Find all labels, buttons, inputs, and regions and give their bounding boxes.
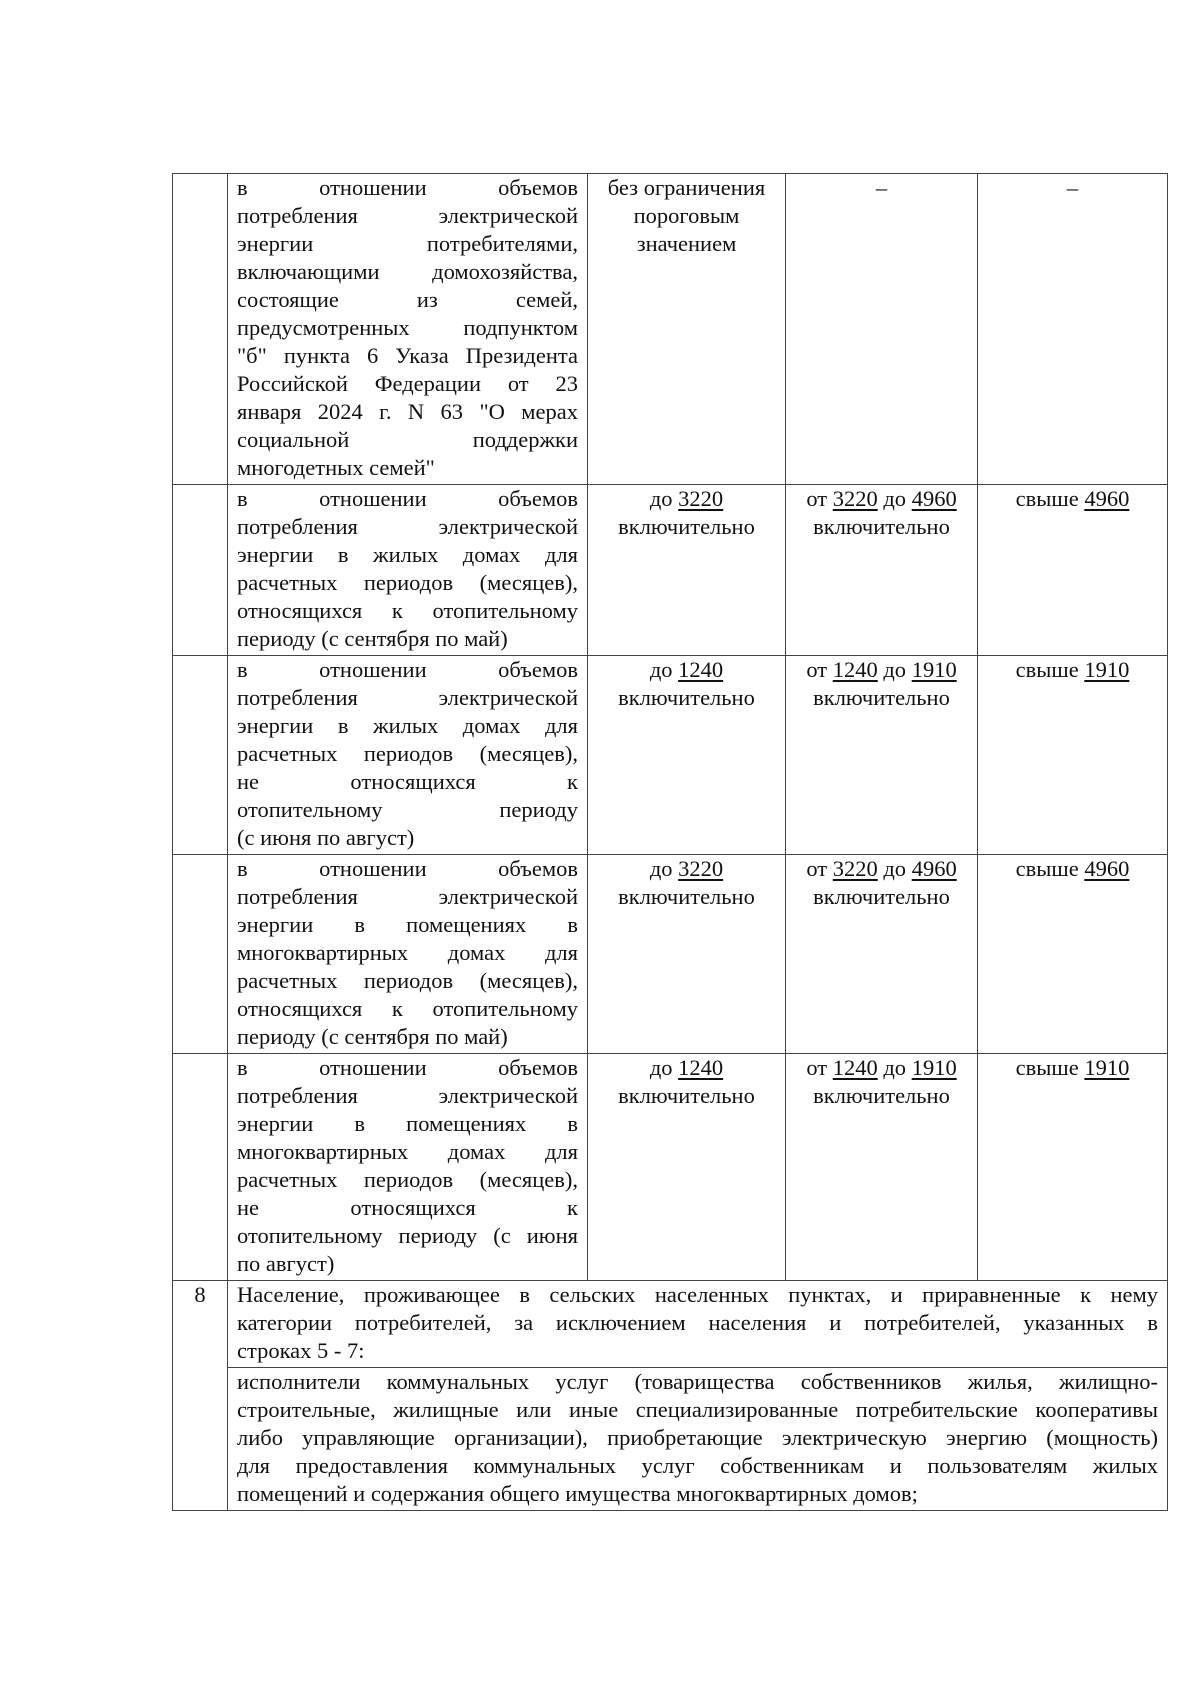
description-line: (с июня по август) bbox=[237, 825, 415, 850]
description-line: Население, проживающее в сельских населенных пунктах, и приравненные к нему bbox=[237, 1282, 1158, 1307]
description-line: в отношении объемов bbox=[237, 1055, 578, 1080]
description-line: расчетных периодов (месяцев), bbox=[237, 1167, 578, 1192]
description-line: энергии в жилых домах для bbox=[237, 542, 578, 567]
threshold-lower-cell bbox=[588, 485, 786, 656]
table-row bbox=[173, 174, 1168, 485]
description-line: расчетных периодов (месяцев), bbox=[237, 570, 578, 595]
description-line: социальной поддержки bbox=[237, 427, 578, 452]
threshold-line bbox=[795, 485, 968, 513]
description-line: для предоставления коммунальных услуг собственникам и пользователям жилых bbox=[237, 1453, 1158, 1478]
description-line: включающими домохозяйства, bbox=[237, 259, 578, 284]
description-line: в отношении объемов bbox=[237, 856, 578, 881]
tariff-table bbox=[172, 173, 1168, 1511]
description-line: в отношении объемов bbox=[237, 486, 578, 511]
description-line: строках 5 - 7: bbox=[237, 1338, 365, 1363]
description-line: энергии в помещениях в bbox=[237, 912, 578, 937]
description-line: потребления электрической bbox=[237, 1083, 578, 1108]
threshold-value-link[interactable]: 1240 bbox=[678, 1055, 724, 1080]
description-cell bbox=[228, 1054, 588, 1281]
description-line: энергии в помещениях в bbox=[237, 1111, 578, 1136]
prefix-text: до bbox=[649, 856, 679, 881]
description-cell bbox=[228, 174, 588, 485]
section-title-cell bbox=[228, 1281, 1168, 1368]
threshold-upper-cell bbox=[978, 1054, 1168, 1281]
threshold-upper-cell bbox=[978, 656, 1168, 855]
threshold-lower-cell bbox=[588, 656, 786, 855]
prefix-text: до bbox=[649, 1055, 679, 1080]
description-line: января 2024 г. N 63 "О мерах bbox=[237, 399, 578, 424]
table-row bbox=[173, 1054, 1168, 1281]
description-line: многоквартирных домах для bbox=[237, 1139, 578, 1164]
row-number-cell bbox=[173, 855, 228, 1054]
row-number-cell bbox=[173, 656, 228, 855]
description-line: либо управляющие организации), приобретающие электрическую энергию (мощность) bbox=[237, 1425, 1158, 1450]
threshold-upper-cell bbox=[978, 855, 1168, 1054]
threshold-from-link[interactable]: 1240 bbox=[832, 1055, 878, 1080]
threshold-value-link[interactable]: 1910 bbox=[1084, 657, 1130, 682]
threshold-value-link[interactable]: 1240 bbox=[678, 657, 724, 682]
description-cell bbox=[228, 485, 588, 656]
description-line: потребления электрической bbox=[237, 514, 578, 539]
table-row bbox=[173, 656, 1168, 855]
threshold-value-link[interactable]: 1910 bbox=[1084, 1055, 1130, 1080]
description-line: относящихся к отопительному bbox=[237, 996, 578, 1021]
description-line: категории потребителей, за исключением населения и потребителей, указанных в bbox=[237, 1310, 1158, 1335]
threshold-line bbox=[597, 855, 776, 883]
description-cell bbox=[228, 656, 588, 855]
section-row bbox=[173, 1281, 1168, 1368]
row-number-cell bbox=[173, 1054, 228, 1281]
threshold-line bbox=[795, 855, 968, 883]
description-line: отопительному периоду (с июня bbox=[237, 1223, 578, 1248]
threshold-middle-cell bbox=[786, 485, 978, 656]
threshold-from-link[interactable]: 3220 bbox=[832, 486, 878, 511]
description-line: периоду (с сентября по май) bbox=[237, 626, 508, 651]
threshold-value-link[interactable]: 3220 bbox=[678, 486, 724, 511]
description-line: в отношении объемов bbox=[237, 175, 578, 200]
description-line: по август) bbox=[237, 1251, 335, 1276]
prefix-text: от bbox=[806, 1055, 833, 1080]
threshold-text: без ограничения пороговым значением bbox=[607, 175, 766, 256]
suffix-text: включительно bbox=[618, 685, 755, 710]
mid-text: до bbox=[877, 486, 912, 511]
description-line: потребления электрической bbox=[237, 685, 578, 710]
threshold-to-link[interactable]: 1910 bbox=[911, 657, 957, 682]
threshold-line bbox=[795, 1054, 968, 1082]
description-line: расчетных периодов (месяцев), bbox=[237, 741, 578, 766]
threshold-upper-cell bbox=[978, 485, 1168, 656]
dash-text: – bbox=[875, 175, 888, 200]
description-line: исполнители коммунальных услуг (товарищества собственников жилья, жилищно- bbox=[237, 1369, 1158, 1394]
description-cell bbox=[228, 855, 588, 1054]
suffix-text: включительно bbox=[618, 1083, 755, 1108]
prefix-text: от bbox=[806, 856, 833, 881]
threshold-middle-cell bbox=[786, 1054, 978, 1281]
suffix-text: включительно bbox=[813, 1083, 950, 1108]
description-line: Российской Федерации от 23 bbox=[237, 371, 578, 396]
row-number-cell bbox=[173, 174, 228, 485]
description-line: потребления электрической bbox=[237, 884, 578, 909]
prefix-text: свыше bbox=[1015, 1055, 1085, 1080]
row-number-cell: 8 bbox=[173, 1281, 228, 1511]
suffix-text: включительно bbox=[813, 884, 950, 909]
threshold-lower-cell bbox=[588, 174, 786, 485]
section-item-cell bbox=[228, 1368, 1168, 1511]
description-line: строительные, жилищные или иные специализированные потребительские кооперативы bbox=[237, 1397, 1158, 1422]
threshold-upper-cell bbox=[978, 174, 1168, 485]
threshold-middle-cell bbox=[786, 855, 978, 1054]
threshold-middle-cell bbox=[786, 656, 978, 855]
description-line: предусмотренных подпунктом bbox=[237, 315, 578, 340]
prefix-text: свыше bbox=[1015, 657, 1085, 682]
description-line: отопительному периоду bbox=[237, 797, 578, 822]
threshold-line bbox=[597, 485, 776, 513]
threshold-from-link[interactable]: 3220 bbox=[832, 856, 878, 881]
threshold-value-link[interactable]: 4960 bbox=[1084, 856, 1130, 881]
table-row bbox=[173, 855, 1168, 1054]
threshold-to-link[interactable]: 1910 bbox=[911, 1055, 957, 1080]
mid-text: до bbox=[877, 657, 912, 682]
prefix-text: свыше bbox=[1015, 486, 1085, 511]
description-line: не относящихся к bbox=[237, 1195, 578, 1220]
threshold-to-link[interactable]: 4960 bbox=[911, 486, 957, 511]
description-line: энергии в жилых домах для bbox=[237, 713, 578, 738]
description-line: относящихся к отопительному bbox=[237, 598, 578, 623]
suffix-text: включительно bbox=[618, 514, 755, 539]
suffix-text: включительно bbox=[618, 884, 755, 909]
threshold-lower-cell bbox=[588, 1054, 786, 1281]
description-line: расчетных периодов (месяцев), bbox=[237, 968, 578, 993]
prefix-text: от bbox=[806, 657, 833, 682]
description-line: потребления электрической bbox=[237, 203, 578, 228]
prefix-text: от bbox=[806, 486, 833, 511]
prefix-text: до bbox=[649, 657, 679, 682]
threshold-middle-cell bbox=[786, 174, 978, 485]
description-line: энергии потребителями, bbox=[237, 231, 578, 256]
threshold-lower-cell bbox=[588, 855, 786, 1054]
mid-text: до bbox=[877, 856, 912, 881]
row-number-cell bbox=[173, 485, 228, 656]
mid-text: до bbox=[877, 1055, 912, 1080]
description-line: не относящихся к bbox=[237, 769, 578, 794]
description-line: в отношении объемов bbox=[237, 657, 578, 682]
dash-text: – bbox=[1066, 175, 1079, 200]
threshold-to-link[interactable]: 4960 bbox=[911, 856, 957, 881]
description-line: многодетных семей" bbox=[237, 455, 435, 480]
threshold-line bbox=[795, 656, 968, 684]
description-line: периоду (с сентября по май) bbox=[237, 1024, 508, 1049]
description-line: "б" пункта 6 Указа Президента bbox=[237, 343, 578, 368]
suffix-text: включительно bbox=[813, 685, 950, 710]
threshold-from-link[interactable]: 1240 bbox=[832, 657, 878, 682]
table-row bbox=[173, 485, 1168, 656]
prefix-text: до bbox=[649, 486, 679, 511]
threshold-value-link[interactable]: 3220 bbox=[678, 856, 724, 881]
description-line: состоящие из семей, bbox=[237, 287, 578, 312]
section-item-row bbox=[173, 1368, 1168, 1511]
description-line: многоквартирных домах для bbox=[237, 940, 578, 965]
suffix-text: включительно bbox=[813, 514, 950, 539]
description-line: помещений и содержания общего имущества многоквартирных домов; bbox=[237, 1481, 918, 1506]
threshold-line bbox=[597, 656, 776, 684]
prefix-text: свыше bbox=[1015, 856, 1085, 881]
threshold-line bbox=[597, 1054, 776, 1082]
threshold-value-link[interactable]: 4960 bbox=[1084, 486, 1130, 511]
